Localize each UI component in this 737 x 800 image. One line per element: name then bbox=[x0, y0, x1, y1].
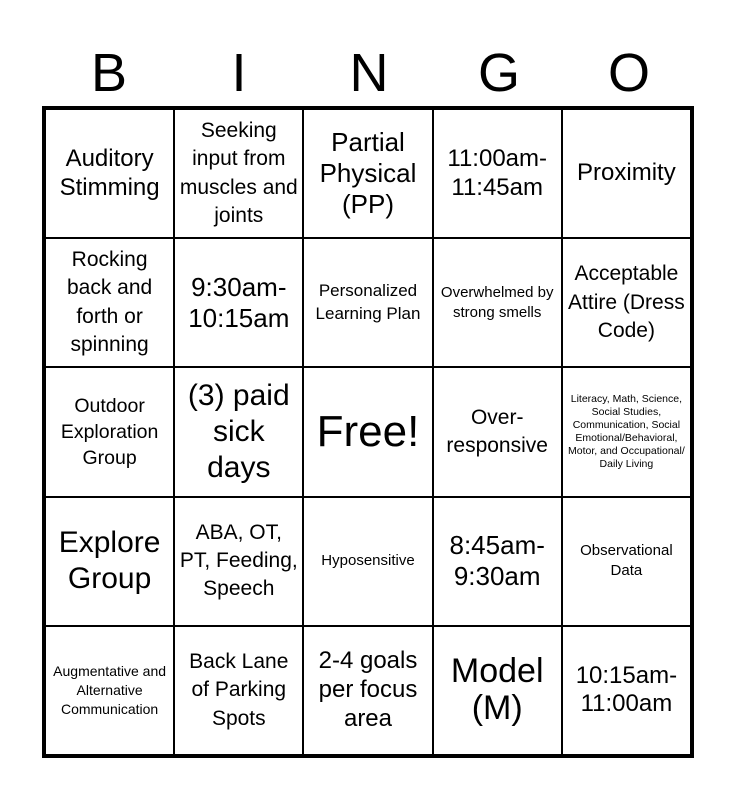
bingo-cell[interactable] bbox=[562, 497, 691, 626]
bingo-header bbox=[44, 40, 694, 106]
cell-text: Auditory Stimming bbox=[59, 144, 160, 201]
cell-text: Personalized Learning Plan bbox=[315, 280, 421, 323]
cell-text: Literacy, Math, Science, Social Studies, Communication, Social Emotional/Behavioral, Motor, and Occupational/ Daily Living bbox=[568, 392, 685, 471]
bingo-cell[interactable] bbox=[303, 238, 432, 367]
header-letter-g: G bbox=[477, 43, 520, 103]
bingo-cell[interactable] bbox=[562, 626, 691, 755]
cell-text: Explore Group bbox=[58, 526, 161, 596]
bingo-cell[interactable] bbox=[45, 367, 174, 496]
bingo-cell[interactable] bbox=[174, 367, 303, 496]
cell-text: (3) paid sick days bbox=[187, 378, 290, 484]
bingo-cell[interactable] bbox=[562, 367, 691, 496]
bingo-cell[interactable] bbox=[433, 497, 562, 626]
cell-text: Hyposensitive bbox=[321, 552, 415, 570]
cell-text: 2-4 goals per focus area bbox=[318, 647, 418, 732]
cell-text: Over-responsive bbox=[446, 405, 548, 457]
bingo-cell[interactable] bbox=[303, 497, 432, 626]
bingo-cell[interactable] bbox=[45, 238, 174, 367]
cell-text: Augmentative and Alternative Communication bbox=[53, 663, 167, 717]
cell-text: ABA, OT, PT, Feeding, Speech bbox=[179, 520, 298, 601]
cell-text: Free! bbox=[316, 406, 420, 456]
cell-text: Partial Physical (PP) bbox=[319, 126, 417, 220]
header-letter-i: I bbox=[231, 43, 247, 103]
header-letter-b: B bbox=[90, 43, 128, 103]
cell-text: Outdoor Exploration Group bbox=[60, 394, 159, 470]
cell-text: Acceptable Attire (Dress Code) bbox=[568, 262, 685, 342]
bingo-cell[interactable] bbox=[174, 497, 303, 626]
bingo-cell[interactable] bbox=[45, 497, 174, 626]
cell-text: Rocking back and forth or spinning bbox=[66, 248, 153, 357]
cell-text: Overwhelmed by strong smells bbox=[440, 283, 554, 321]
bingo-cell[interactable] bbox=[433, 109, 562, 238]
bingo-cell[interactable] bbox=[45, 626, 174, 755]
bingo-cell[interactable] bbox=[562, 238, 691, 367]
bingo-cell[interactable] bbox=[174, 238, 303, 367]
bingo-cell[interactable] bbox=[174, 109, 303, 238]
header-letter-n: N bbox=[349, 43, 389, 103]
cell-text: Seeking input from muscles and joints bbox=[179, 118, 298, 227]
cell-text: 8:45am-9:30am bbox=[449, 530, 545, 592]
bingo-grid bbox=[42, 106, 694, 758]
cell-text: Proximity bbox=[577, 159, 676, 187]
bingo-cell[interactable] bbox=[433, 238, 562, 367]
cell-text: 9:30am-10:15am bbox=[188, 271, 290, 333]
header-letter-o: O bbox=[607, 43, 650, 103]
cell-text: 11:00am-11:45am bbox=[447, 144, 547, 201]
bingo-cell[interactable] bbox=[562, 109, 691, 238]
bingo-cell[interactable] bbox=[174, 626, 303, 755]
cell-text: Model (M) bbox=[450, 652, 544, 728]
cell-text: Observational Data bbox=[580, 541, 673, 580]
bingo-cell[interactable] bbox=[45, 109, 174, 238]
bingo-cell[interactable] bbox=[433, 367, 562, 496]
bingo-cell[interactable] bbox=[303, 109, 432, 238]
cell-text: 10:15am-11:00am bbox=[575, 661, 678, 718]
bingo-cell[interactable] bbox=[303, 626, 432, 755]
bingo-cell[interactable] bbox=[303, 367, 432, 496]
cell-text: Back Lane of Parking Spots bbox=[189, 649, 289, 730]
bingo-cell[interactable] bbox=[433, 626, 562, 755]
